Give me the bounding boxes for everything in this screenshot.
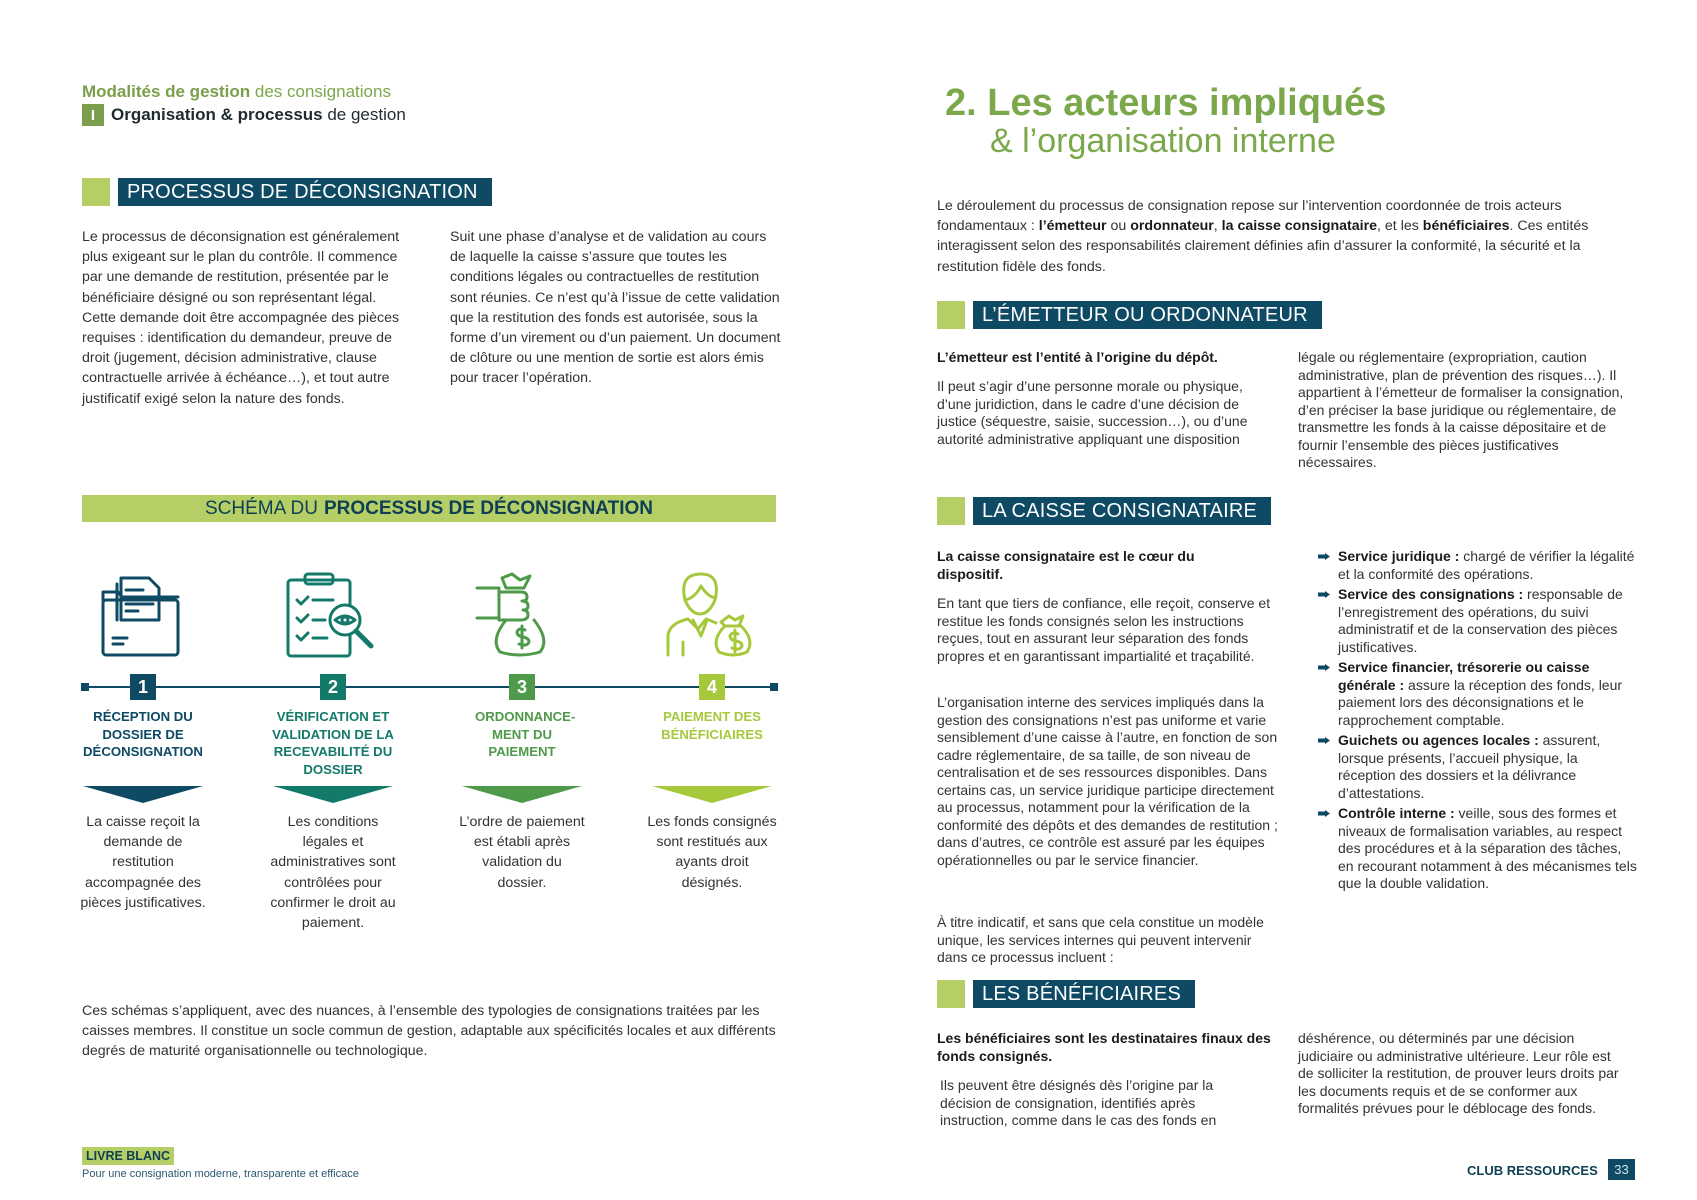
banner-accent — [82, 178, 110, 206]
intro-column-2: Suit une phase d’analyse et de validation au cours de laquelle la caisse s’assure que toutes les conditions légales ou contractuelles de restitution sont réunies. Ce n’est qu’à l’issue de cette validation que la restitution des fonds est autorisée, sous la forme d’un virement ou d’un paiement. Un document de clôture ou une mention de sortie est alors émis pour tracer l’opération. — [450, 229, 781, 387]
chapter-subheading: & l’organisation interne — [990, 122, 1336, 160]
clipboard-magnifier-icon — [283, 570, 383, 660]
step-description-2: Les conditions légales et administratives sont contrôlées pour confirmer le droit au paiement. — [270, 814, 396, 932]
caisse-paragraph-2: L’organisation interne des services impliqués dans la gestion des consignations n’est pas uniforme et varie sensiblement d’une caisse à l’autre, en fonction de son cadre réglementaire, de sa taille, de son niveau de centralisation et de ses ressources disponibles. Dans certains cas, un service juridique participe directement au processus, notamment pour la vérification de la conformité des dépôts et des demandes de restitution ; dans d’autres, ce contrôle est assuré par les équipes opérationnelles ou par le service financier. — [937, 694, 1278, 868]
banner-accent — [937, 497, 965, 525]
schema-title: SCHÉMA DU PROCESSUS DE DÉCONSIGNATION — [82, 495, 776, 522]
emetteur-column-1: Il peut s’agir d’une personne morale ou physique, d’une juridiction, dans le cadre d’une décision de justice (séquestre, saisie, succession…), ou d’une autorité administrative appliquant une disposition — [937, 378, 1248, 447]
emetteur-lead: L’émetteur est l’entité à l’origine du dépôt. — [937, 349, 1218, 365]
chapter-marker: I — [82, 104, 104, 126]
timeline-start-marker — [81, 683, 89, 691]
chapter-heading: 2. Les acteurs impliqués — [945, 82, 1387, 124]
caisse-paragraph-1: En tant que tiers de confiance, elle reçoit, conserve et restitue les fonds consignés selon les instructions reçues, tout en assurant leur séparation des fonds propres et en garantissant impartialité et traçabilité. — [937, 595, 1271, 664]
beneficiaires-lead: Les bénéficiaires sont les destinataires finaux des fonds consignés. — [937, 1030, 1271, 1064]
section-banner-beneficiaires — [937, 980, 1195, 1008]
section-title: L’ÉMETTEUR OU ORDONNATEUR — [973, 301, 1322, 329]
step-title-2: VÉRIFICATION ET VALIDATION DE LA RECEVABILITÉ DU DOSSIER — [272, 709, 394, 777]
person-money-bag-icon — [663, 570, 763, 660]
step-number-4: 4 — [699, 674, 725, 700]
services-list — [1318, 548, 1638, 896]
arrow-bullet-icon — [1318, 664, 1330, 671]
arrow-bullet-icon — [1318, 591, 1330, 598]
section-banner-caisse — [937, 497, 1271, 525]
step-arrow-4 — [652, 786, 772, 803]
step-number-3: 3 — [509, 674, 535, 700]
section-banner-deconsignation — [82, 178, 492, 206]
section-title: PROCESSUS DE DÉCONSIGNATION — [118, 178, 492, 206]
section-title: LES BÉNÉFICIAIRES — [973, 980, 1195, 1008]
banner-accent — [937, 301, 965, 329]
running-header-line2: I Organisation & processus de gestion — [82, 104, 406, 126]
arrow-bullet-icon — [1318, 737, 1330, 744]
step-number-2: 2 — [320, 674, 346, 700]
acteurs-intro: Le déroulement du processus de consignation repose sur l’intervention coordonnée de trois acteurs fondamentaux : l’émetteur ou ordonnateur, la caisse consignataire, et les bénéficiaires. Ces entités interagissent selon des responsabilités clairement définies afin d’assurer la conformité, la sécurité et la restitution fidèle des fonds. — [937, 198, 1589, 275]
step-arrow-3 — [462, 786, 582, 803]
running-header-line1: Modalités de gestion des consignations — [82, 82, 391, 101]
caisse-lead: La caisse consignataire est le cœur du dispositif. — [937, 548, 1195, 582]
step-arrow-2 — [273, 786, 393, 803]
section-banner-emetteur — [937, 301, 1322, 329]
service-item-guichets: Guichets ou agences locales : assurent, lorsque présents, l’accueil physique, la réception des dossiers et la délivrance d’attestations. — [1318, 732, 1638, 802]
step-description-4: Les fonds consignés sont restitués aux ayants droit désignés. — [647, 814, 777, 891]
step-description-1: La caisse reçoit la demande de restitution accompagnée des pièces justificatives. — [80, 814, 206, 911]
step-arrow-1 — [83, 786, 203, 803]
banner-accent — [937, 980, 965, 1008]
emetteur-column-2: légale ou réglementaire (expropriation, caution administrative, plan de prévention des risques…). Il appartient à l’émetteur de formaliser la consignation, d’en préciser la base juridique ou réglementaire, de transmettre les fonds à la caisse dépositaire et de fournir l’ensemble des pièces justificatives nécessaires. — [1298, 349, 1624, 470]
club-ressources-brand: CLUB RESSOURCES — [1467, 1163, 1598, 1178]
service-item-consignations: Service des consignations : responsable de l’enregistrement des opérations, du suivi administratif et de la conservation des pièces justificatives. — [1318, 586, 1638, 656]
section-title: LA CAISSE CONSIGNATAIRE — [973, 497, 1271, 525]
arrow-bullet-icon — [1318, 553, 1330, 560]
timeline-end-marker — [770, 683, 778, 691]
step-title-3: ORDONNANCE-MENT DU PAIEMENT — [475, 709, 576, 759]
intro-column-1: Le processus de déconsignation est généralement plus exigeant sur le plan du contrôle. Il commence par une demande de restitution, présentée par le bénéficiaire désigné ou son représentant légal. Cette demande doit être accompagnée des pièces requises : identification du demandeur, preuve de droit (jugement, décision administrative, clause contractuelle arrivée à échéance…), et tout autre justificatif exigé selon la nature des fonds. — [82, 229, 400, 407]
step-title-4: PAIEMENT DES BÉNÉFICIAIRES — [661, 709, 763, 742]
caisse-paragraph-3: À titre indicatif, et sans que cela constitue un modèle unique, les services internes qui peuvent intervenir dans ce processus incluent : — [937, 914, 1264, 965]
step-number-1: 1 — [130, 674, 156, 700]
hand-money-bag-icon — [472, 570, 572, 660]
process-timeline — [82, 686, 776, 688]
page-number: 33 — [1608, 1159, 1635, 1180]
step-title-1: RÉCEPTION DU DOSSIER DE DÉCONSIGNATION — [83, 709, 203, 759]
arrow-bullet-icon — [1318, 810, 1330, 817]
beneficiaires-column-2: déshérence, ou déterminés par une décision judiciaire ou administrative ultérieure. Leur rôle est de solliciter la restitution, de prouver leurs droits par les documents requis et de se conformer aux formalités prévues pour le déblocage des fonds. — [1298, 1030, 1619, 1116]
livre-blanc-badge: LIVRE BLANC — [82, 1147, 174, 1165]
service-item-controle: Contrôle interne : veille, sous des formes et niveaux de formalisation variables, au respect des procédures et à la séparation des tâches, en recourant notamment à des mécanismes tels que la double validation. — [1318, 805, 1638, 893]
service-item-juridique: Service juridique : chargé de vérifier la légalité et la conformité des opérations. — [1318, 548, 1638, 583]
beneficiaires-column-1: Ils peuvent être désignés dès l’origine par la décision de consignation, identifiés après instruction, comme dans le cas des fonds en — [940, 1077, 1217, 1128]
service-item-financier: Service financier, trésorerie ou caisse générale : assure la réception des fonds, leur paiement lors des déconsignations et le rapprochement comptable. — [1318, 659, 1638, 729]
folder-document-icon — [93, 570, 193, 660]
step-description-3: L’ordre de paiement est établi après validation du dossier. — [459, 814, 585, 891]
closing-paragraph: Ces schémas s’appliquent, avec des nuances, à l’ensemble des typologies de consignations traitées par les caisses membres. Il constitue un socle commun de gestion, adaptable aux spécificités locales et aux différents degrés de maturité organisationnelle ou technologique. — [82, 1003, 776, 1060]
footer-subtitle: Pour une consignation moderne, transparente et efficace — [82, 1168, 359, 1180]
